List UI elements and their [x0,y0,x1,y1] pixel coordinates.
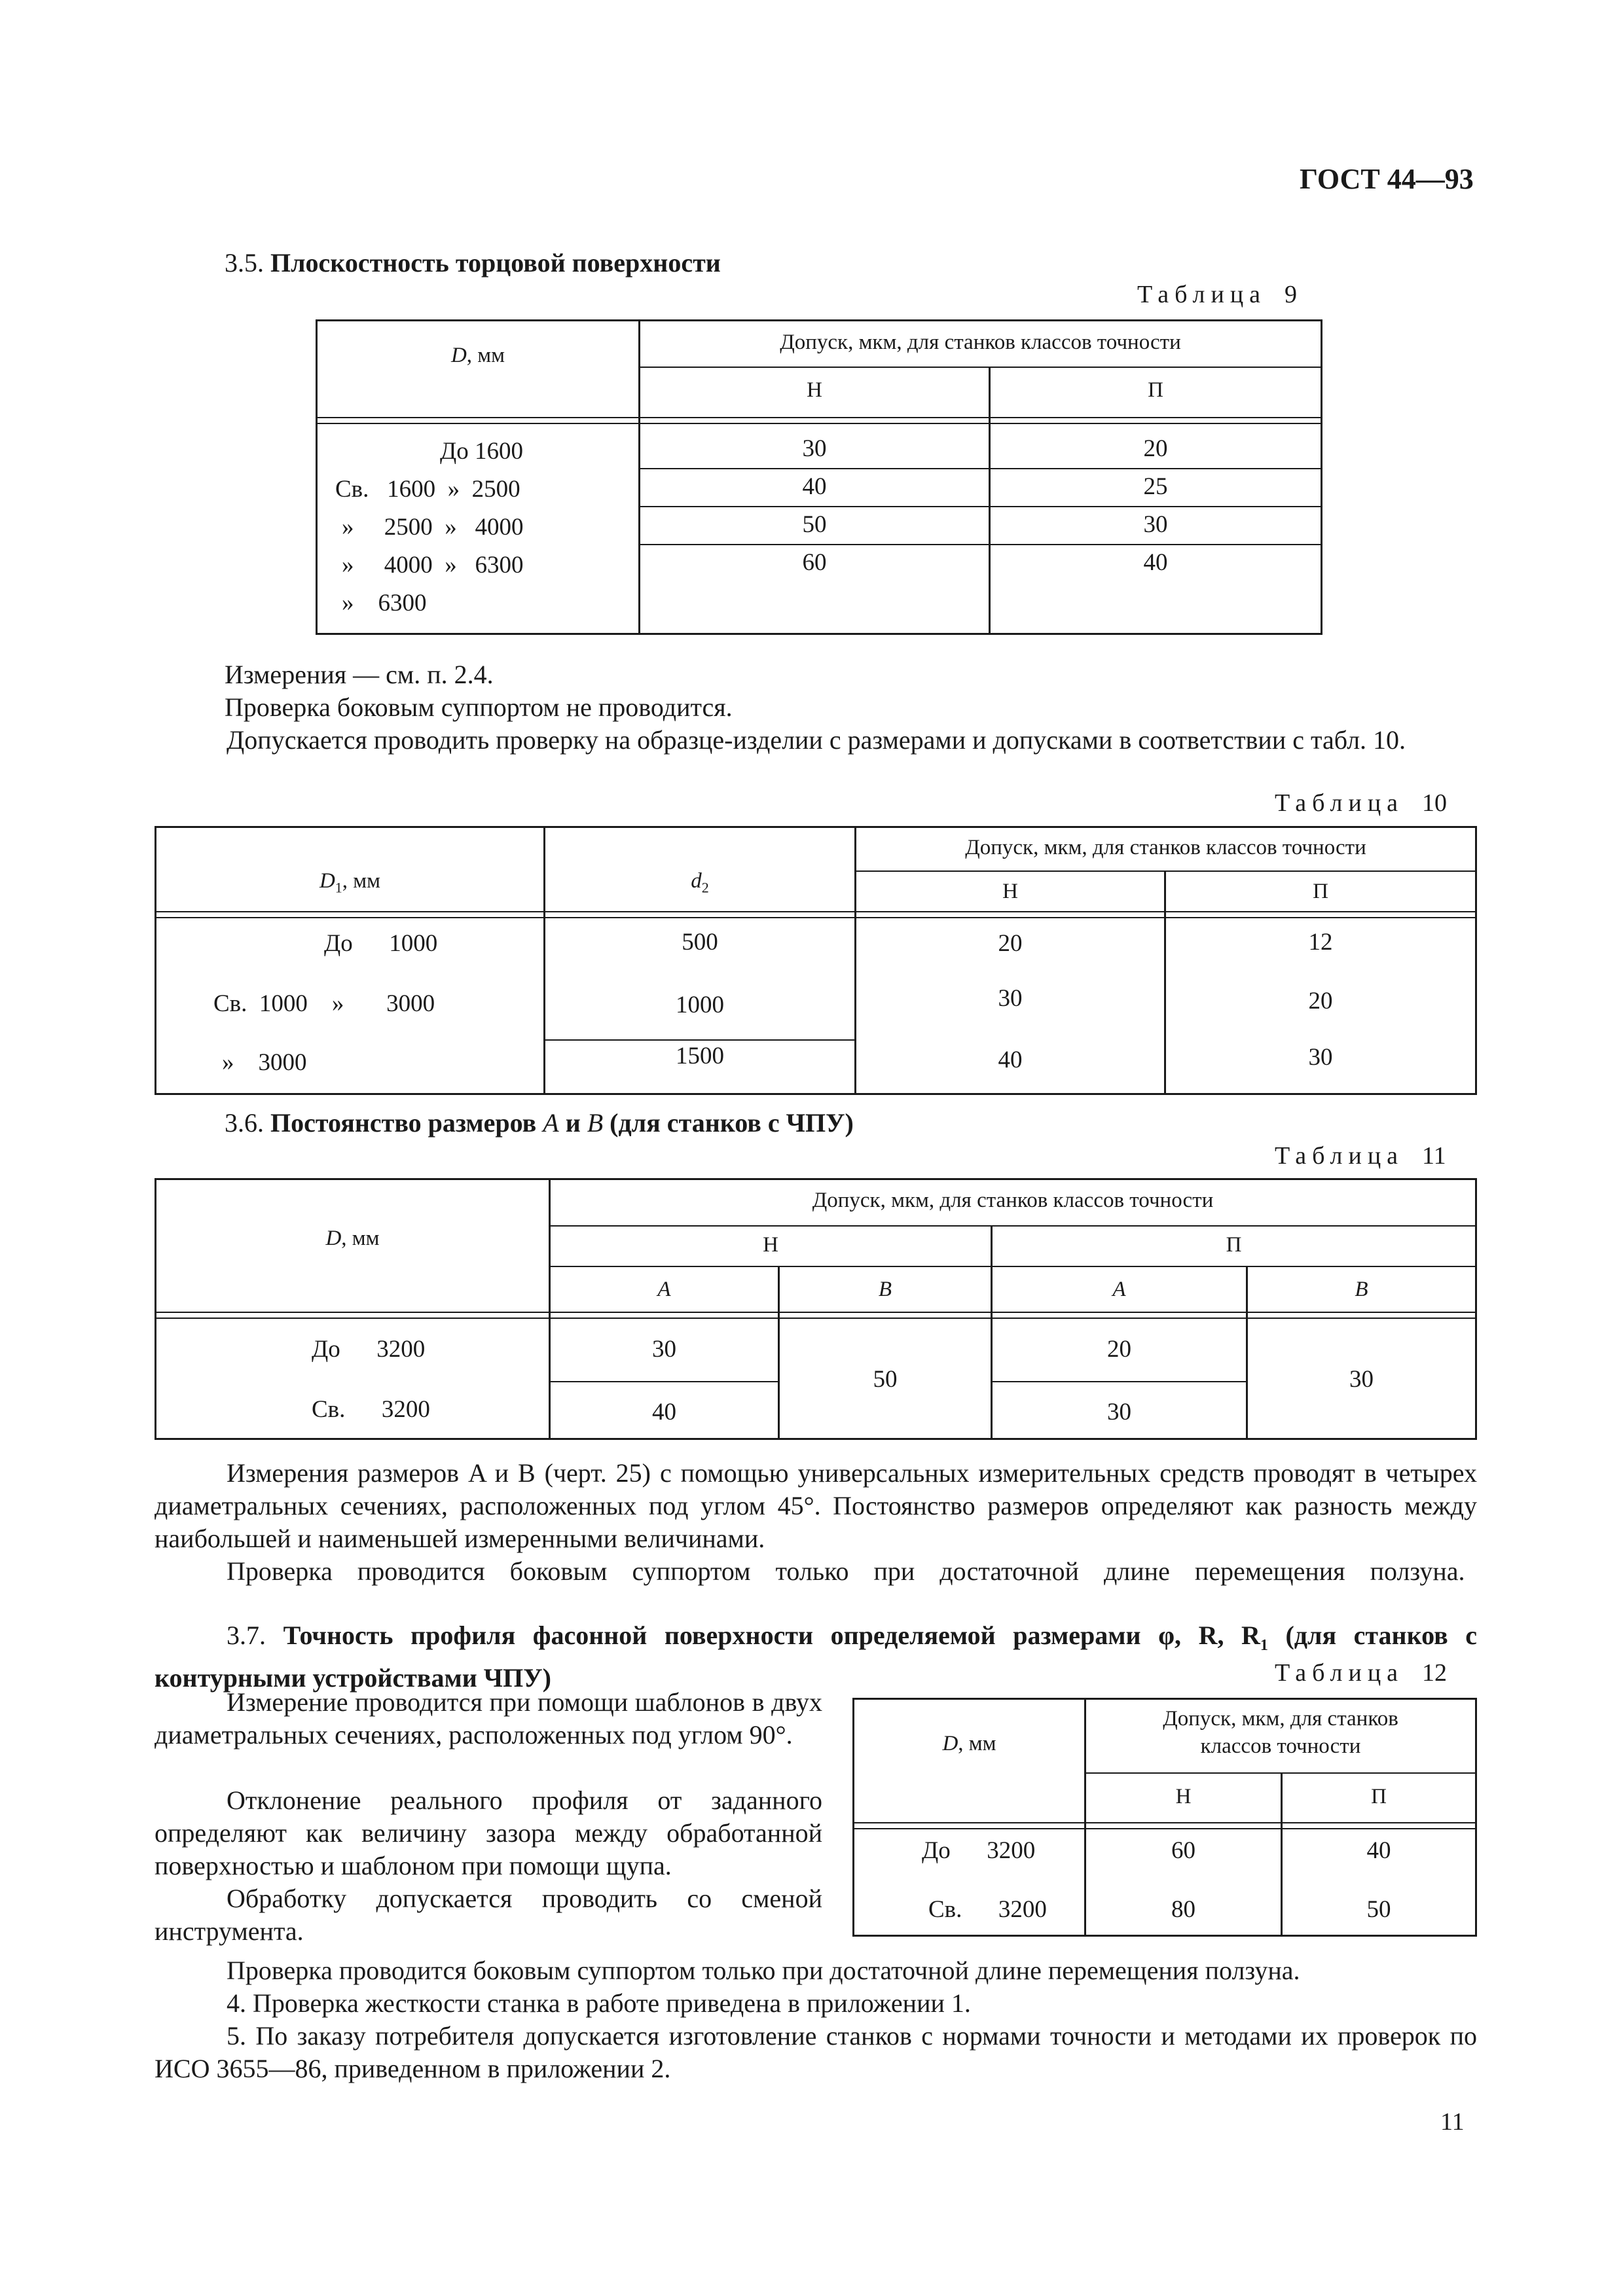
tolerance-header-line2: классов точности [1200,1734,1361,1758]
table-row-d: » 4000 » 6300 [342,552,524,579]
section-number: 3.5. [225,248,264,278]
table-cell-merged: 50 [873,1366,898,1393]
paragraph-profile-deviation: Отклонение реального профиля от заданного определяют как величину зазора между обработанной поверхностью и шаблоном при помощи щупа. [155,1785,822,1880]
table-row-d: До 1600 [440,438,523,465]
table-row-d1: Св. 1000 » 3000 [213,990,435,1017]
tolerance-header: Допуск, мкм, для станков классов точности [812,1189,1214,1212]
tolerance-header-line1: Допуск, мкм, для станков [1163,1707,1398,1731]
class-p-header: П [1148,378,1163,402]
table-cell: 40 [802,473,827,500]
table-row-d: Св. 3200 [928,1896,1047,1923]
section-title: Плоскостность торцовой поверхности [270,248,721,278]
table-cell: 20 [1308,988,1333,1014]
class-h-header: Н [807,378,822,402]
table-cell: 20 [998,930,1023,957]
table-row-d1: До 1000 [324,930,438,957]
table-cell: 40 [652,1399,676,1426]
table-cell: 30 [802,435,827,462]
table-cell: 1000 [676,992,724,1018]
tolerance-header: Допуск, мкм, для станков классов точности [965,836,1366,859]
table-row-d: » 2500 » 4000 [342,514,524,541]
table-cell: 60 [802,549,827,576]
column-header-d: D, мм [942,1732,996,1755]
class-p-header: П [1371,1785,1387,1808]
paragraph-rigidity: 4. Проверка жесткости станка в работе приведена в приложении 1. [227,1988,971,2018]
sub-header-a: A [1112,1278,1126,1301]
table-10-caption: Таблица 10 [1275,789,1448,817]
table-9-caption: Таблица 9 [1137,281,1298,308]
table-cell: 30 [652,1336,676,1363]
section-3-6-heading: 3.6. Постоянство размеров A и B (для станков с ЧПУ) [225,1108,854,1138]
table-cell: 30 [1107,1399,1131,1426]
paragraph-template-measure: Измерение проводится при помощи шаблонов в двух диаметральных сечениях, расположенных под углом 90°. [155,1687,822,1749]
paragraph-tool-change: Обработку допускается проводить со сменой инструмента. [155,1884,822,1946]
table-row-d: До 3200 [312,1336,426,1363]
class-h-header: Н [1002,880,1018,903]
section-3-5-heading [225,247,721,278]
table-cell: 30 [998,985,1023,1012]
class-p-header: П [1313,880,1328,903]
table-cell: 20 [1143,435,1168,462]
table-row-d: Св. 1600 » 2500 [335,476,520,503]
sub-header-b: B [1355,1278,1368,1301]
section-3-7-heading: 3.7. Точность профиля фасонной поверхности определяемой размерами φ, R, $R_1$ (для станков с контурными устройствами ЧПУ) [155,1621,1478,1693]
document-code: ГОСТ 44—93 [1300,163,1474,195]
table-cell-merged: 30 [1349,1366,1374,1393]
table-cell: 20 [1107,1336,1131,1363]
side-support-note: Проверка боковым суппортом не проводится. [225,692,733,722]
table-cell: 80 [1171,1896,1195,1923]
table-cell: 30 [1143,511,1168,538]
paragraph-side-support: Проверка проводится боковым суппортом только при достаточной длине перемещения ползуна. [227,1556,1465,1586]
table-cell: 50 [1366,1896,1391,1923]
measurement-note: Измерения — см. п. 2.4. [225,660,494,689]
table-row-d: » 6300 [342,590,427,617]
table-cell: 40 [998,1047,1023,1073]
table-12-caption: Таблица 12 [1275,1659,1448,1687]
class-h-header: Н [763,1233,778,1257]
table-cell: 60 [1171,1837,1195,1864]
table-cell: 50 [802,511,827,538]
column-header-d1: $D_1$, мм [319,869,381,896]
table-cell: 40 [1366,1837,1391,1864]
table-cell: 12 [1308,929,1333,956]
table-cell: 40 [1143,549,1168,576]
paragraph-measurement-ab: Измерения размеров A и B (черт. 25) с помощью универсальных измерительных средств проводят в четырех диаметральных сечениях, расположенных под углом 45°. Постоянство размеров определяют как разность между наибольшей и наименьшей измеренными величинами. [155,1458,1477,1553]
table-cell: 25 [1143,473,1168,500]
table-cell: 1500 [676,1043,724,1069]
paragraph-iso-order: 5. По заказу потребителя допускается изготовление станков с нормами точности и методами их проверок по ИСО 3655—86, приведенном в приложении 2. [155,2021,1477,2083]
sub-header-a: A [657,1278,671,1301]
table-row-d: До 3200 [922,1837,1036,1864]
table-row-d1: » 3000 [222,1049,307,1076]
class-h-header: Н [1175,1785,1192,1808]
page-number: 11 [1440,2108,1465,2136]
sample-check-note: Допускается проводить проверку на образце-изделии с размерами и допусками в соответствии с табл. 10. [227,725,1406,755]
column-header-d2: $d_2$ [691,869,709,896]
table-11-caption: Таблица 11 [1275,1142,1446,1170]
sub-header-b: B [878,1278,892,1301]
tolerance-header: Допуск, мкм, для станков классов точности [780,331,1181,354]
table-row-d: Св. 3200 [312,1396,430,1423]
column-header-d: D, мм [450,344,505,367]
table-cell: 500 [682,929,718,956]
class-p-header: П [1226,1233,1242,1257]
table-cell: 30 [1308,1044,1333,1071]
paragraph-final-side-support: Проверка проводится боковым суппортом только при достаточной длине перемещения ползуна. [227,1956,1300,1985]
column-header-d: D, мм [325,1227,380,1250]
